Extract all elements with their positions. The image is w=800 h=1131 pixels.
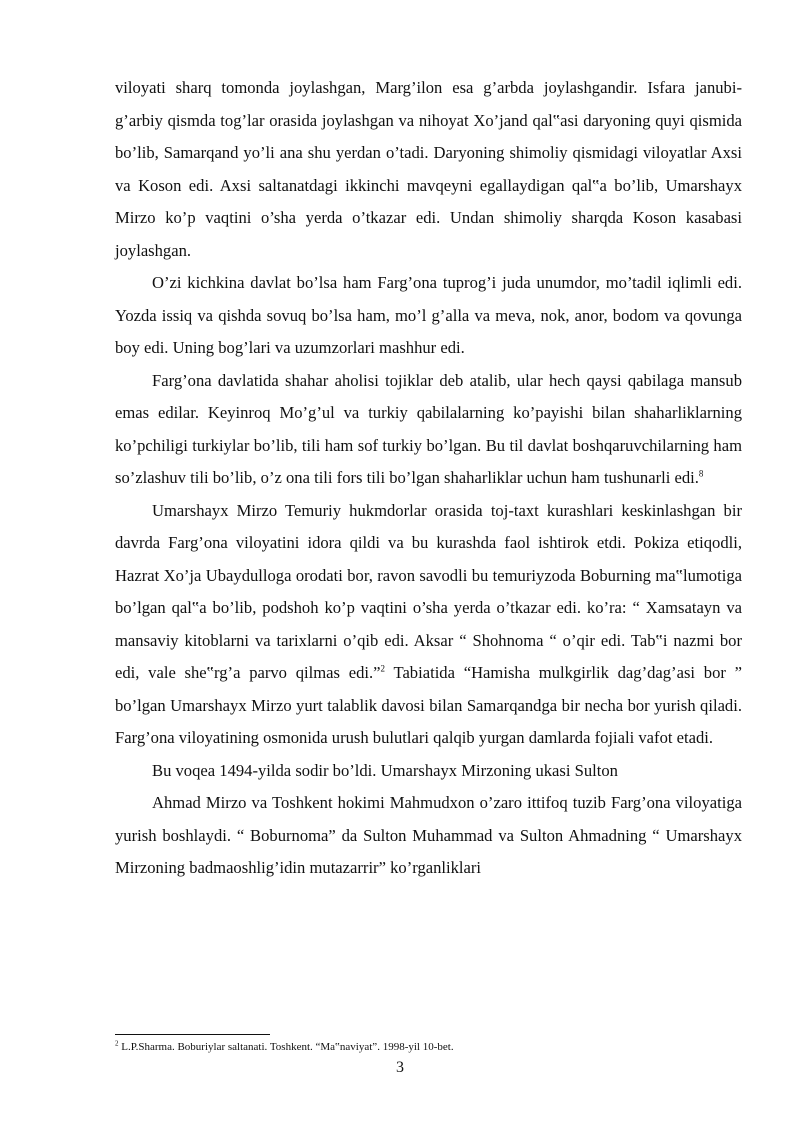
paragraph-5 <box>115 755 742 788</box>
footnote-ref-8: 8 <box>698 468 704 479</box>
paragraph-4-text: Umarshayx Mirzo Temuriy hukmdorlar orasida toj-taxt kurashlari keskinlashgan bir davrda Farg’ona viloyatini idora qildi va bu kurashda faol ishtirok etdi. Pokiza etiqodli, Hazrat Xo’ja Ubaydulloga orodati bor, ravon savodli bu temuriyzoda Boburning ma‟lumotiga bo’lgan qal‟a bo’lib, podshoh ko’p vaqtini o’sha yerda o’tkazar edi. ko’ra: “ Xamsatayn va mansaviy kitoblarni va tarixlarni o’qib edi. Aksar “ Shohnoma “ o’qir edi. Tab‟i nazmi bor edi, vale she‟rg’a parvo qilmas edi.” <box>115 500 742 682</box>
paragraph-2 <box>115 267 742 365</box>
footnote-separator <box>115 1034 270 1035</box>
page-number: 3 <box>396 1059 404 1076</box>
footnote-text: L.P.Sharma. Boburiylar saltanati. Toshkent. “Ma‟naviyat”. 1998-yil 10-bet. <box>118 1041 454 1053</box>
paragraph-6-text: Ahmad Mirzo va Toshkent hokimi Mahmudxon o’zaro ittifoq tuzib Farg’ona viloyatiga yurish boshlaydi. “ Boburnoma” da Sulton Muhammad va Sulton Ahmadning “ Umarshayx Mirzoning badmaoshlig’idin mutazarrir” ko’rganliklari <box>115 793 742 877</box>
paragraph-3-text: Farg’ona davlatida shahar aholisi tojiklar deb atalib, ular hech qaysi qabilaga mansub emas edilar. Keyinroq Mo’g’ul va turkiy qabilalarning ko’payishi bilan shaharliklarning ko’pchiligi turkiylar bo’lib, tili ham sof turkiy bo’lgan. Bu til davlat boshqaruvchilarning ham so’zlashuv tili bo’lib, o’z ona tili fors tili bo’lgan shaharliklar uchun ham tushunarli edi. <box>115 370 742 487</box>
paragraph-4 <box>115 495 742 755</box>
paragraph-1 <box>115 72 742 267</box>
paragraph-3 <box>115 365 742 495</box>
footnote-ref-2: 2 <box>380 663 386 674</box>
paragraph-6 <box>115 787 742 885</box>
paragraph-4-continuation: Tabiatida “Hamisha mulkgirlik dag’dag’asi bor ” bo’lgan Umarshayx Mirzo yurt talablik davosi bilan Samarqandga bir necha bor yurish qiladi. Farg’ona viloyatining osmonida urush bulutlari qalqib yurgan damlarda fojiali vafot etadi. <box>115 663 742 747</box>
paragraph-2-text: O’zi kichkina davlat bo’lsa ham Farg’ona tuprog’i juda unumdor, mo’tadil iqlimli edi. Yozda issiq va qishda sovuq bo’lsa ham, mo’l g’alla va meva, nok, anor, bodom va qovunga boy edi. Uning bog’lari va uzumzorlari mashhur edi. <box>115 273 742 357</box>
footnote <box>115 1040 742 1054</box>
footnote-marker: 2 <box>115 1039 119 1048</box>
paragraph-5-text: Bu voqea 1494-yilda sodir bo’ldi. Umarshayx Mirzoning ukasi Sulton <box>152 760 618 780</box>
body-text <box>115 72 742 885</box>
paragraph-1-text: viloyati sharq tomonda joylashgan, Marg’ilon esa g’arbda joylashgandir. Isfara janubi- g’arbiy qismda tog’lar orasida joylashgan va nihoyat Xo’jand qal‟asi daryoning quyi qismida bo’lib, Samarqand yo’li ana shu yerdan o’tadi. Daryoning shimoliy qismidagi viloyatlar Axsi va Koson edi. Axsi saltanatdagi ikkinchi mavqeyni egallaydigan qal‟a bo’lib, Umarshayx Mirzo ko’p vaqtini o’sha yerda o’tkazar edi. Undan shimoliy sharqda Koson kasabasi joylashgan. <box>115 78 742 260</box>
